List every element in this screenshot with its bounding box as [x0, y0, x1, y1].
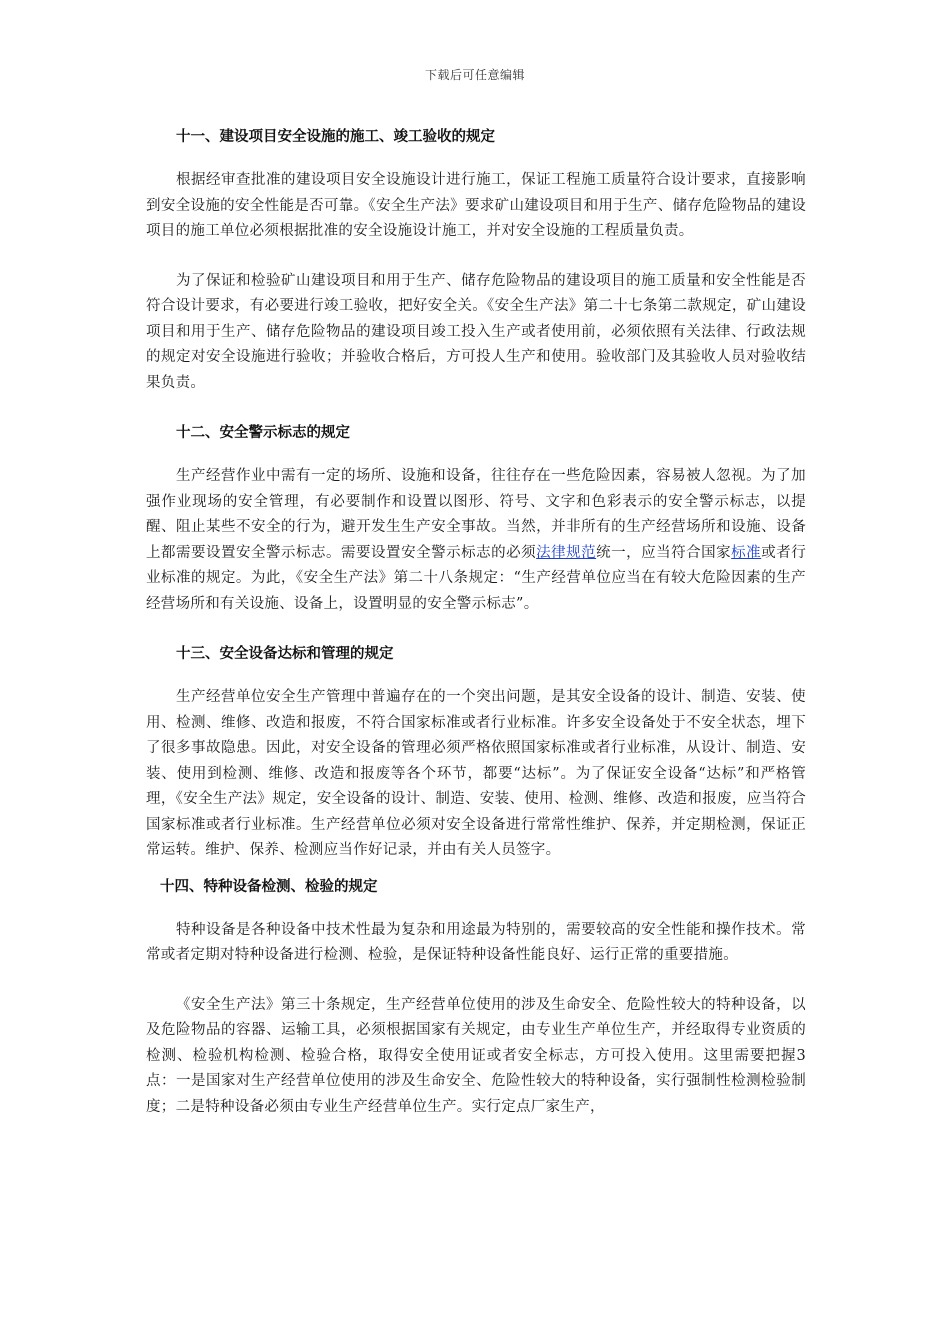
section-12-text-part-2: 统一，应当符合国家	[596, 544, 732, 561]
link-legal-norms[interactable]: 法律规范	[536, 544, 597, 561]
section-heading-12: 十二、安全警示标志的规定	[176, 425, 350, 441]
section-heading-13: 十三、安全设备达标和管理的规定	[176, 646, 394, 662]
link-standards[interactable]: 标准	[731, 544, 762, 561]
document-body	[146, 124, 806, 1120]
section-11-paragraph-1: 根据经审查批准的建设项目安全设施设计进行施工，保证工程施工质量符合设计要求，直接影响到安全设施的安全性能是否可靠。《安全生产法》要求矿山建设项目和用于生产、储存危险物品的建设项目的施工单位必须根据批准的安全设施设计施工，并对安全设施的工程质量负责。	[146, 172, 806, 239]
page-header: 下载后可任意编辑	[424, 68, 525, 82]
section-14-paragraph-2: 《安全生产法》第三十条规定，生产经营单位使用的涉及生命安全、危险性较大的特种设备，以及危险物品的容器、运输工具，必须根据国家有关规定，由专业生产单位生产，并经取得专业资质的检测、检验机构检测、检验合格，取得安全使用证或者安全标志，方可投入使用。这里需要把握3点：一是国家对生产经营单位使用的涉及生命安全、危险性较大的特种设备，实行强制性检测检验制度；二是特种设备必须由专业生产经营单位生产。实行定点厂家生产，	[146, 996, 806, 1115]
section-heading-14: 十四、特种设备检测、检验的规定	[160, 878, 378, 895]
section-12-text-part-3: 或者行业标准的规定。为此，《安全生产法》第二十八条规定：“生产经营单位应当在有较大危险因素的生产经营场所和有关设施、设备上，设置明显的安全警示标志”。	[146, 544, 806, 612]
section-12-text-part-1: 生产经营作业中需有一定的场所、设施和设备，往往存在一些危险因素，容易被人忽视。为了加强作业现场的安全管理，有必要制作和设置以图形、符号、文字和色彩表示的安全警示标志，以提醒、阻止某些不安全的行为，避开发生生产安全事故。当然，并非所有的生产经营场所和设施、设备上都需要设置安全警示标志。需要设置安全警示标志的必须	[146, 468, 806, 561]
section-13-paragraph: 生产经营单位安全生产管理中普遍存在的一个突出问题，是其安全设备的设计、制造、安装、使用、检测、维修、改造和报废，不符合国家标准或者行业标准。许多安全设备处于不安全状态，埋下了很多事故隐患。因此，对安全设备的管理必须严格依照国家标准或者行业标准，从设计、制造、安装、使用到检测、维修、改造和报废等各个环节，都要“达标”。为了保证安全设备“达标”和严格管理，《安全生产法》规定，安全设备的设计、制造、安装、使用、检测、维修、改造和报废，应当符合国家标准或者行业标准。生产经营单位必须对安全设备进行常常性维护、保养，并定期检测，保证正常运转。维护、保养、检测应当作好记录，并由有关人员签字。	[146, 689, 806, 858]
section-12-paragraph	[146, 464, 806, 617]
section-14-paragraph-1: 特种设备是各种设备中技术性最为复杂和用途最为特别的，需要较高的安全性能和操作技术。常常或者定期对特种设备进行检测、检验，是保证特种设备性能良好、运行正常的重要措施。	[146, 921, 806, 963]
section-11-paragraph-2: 为了保证和检验矿山建设项目和用于生产、储存危险物品的建设项目的施工质量和安全性能是否符合设计要求，有必要进行竣工验收，把好安全关。《安全生产法》第二十七条第二款规定，矿山建设项目和用于生产、储存危险物品的建设项目竣工投入生产或者使用前，必须依照有关法律、行政法规的规定对安全设施进行验收；并验收合格后，方可投人生产和使用。验收部门及其验收人员对验收结果负责。	[146, 272, 806, 391]
section-heading-11: 十一、建设项目安全设施的施工、竣工验收的规定	[176, 129, 495, 145]
